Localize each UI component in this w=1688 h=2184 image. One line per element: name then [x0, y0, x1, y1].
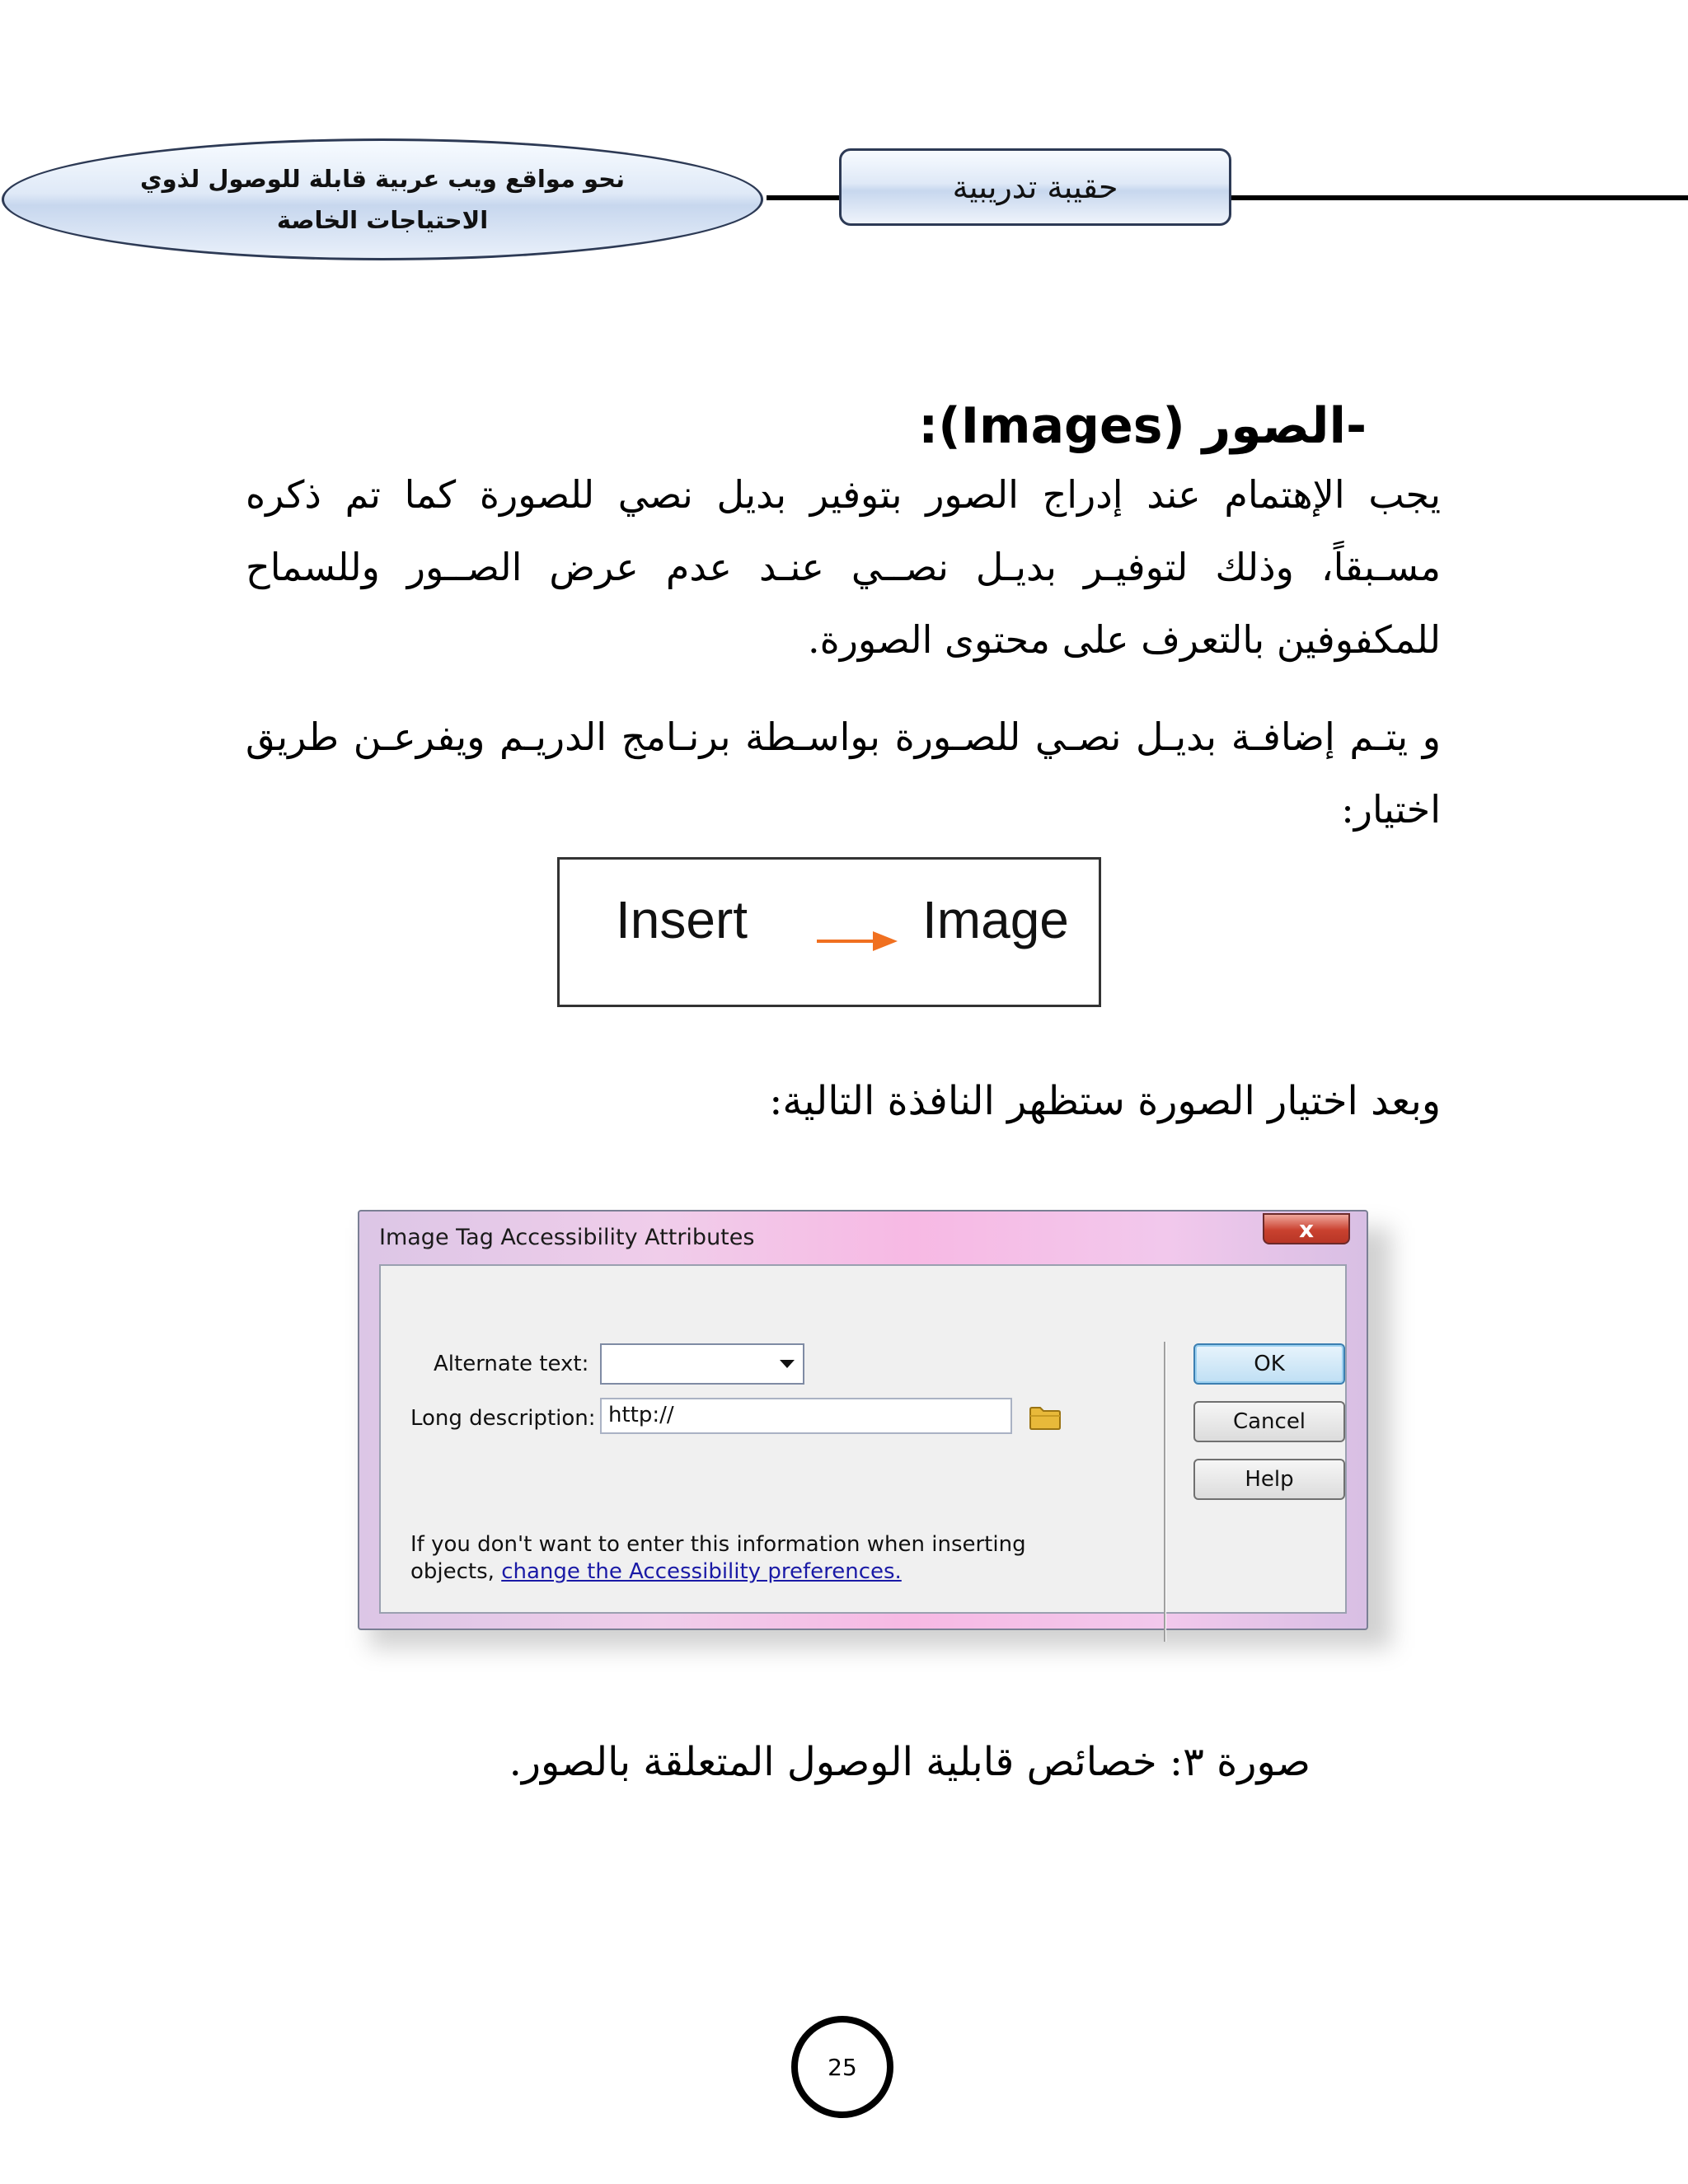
- long-description-label: Long description:: [410, 1406, 596, 1431]
- ok-button[interactable]: OK: [1193, 1343, 1345, 1385]
- dialog-title: Image Tag Accessibility Attributes: [379, 1225, 755, 1250]
- info-line-2: [410, 1558, 1026, 1586]
- dialog-body: [379, 1264, 1347, 1614]
- menu-image-label: Image: [922, 890, 1069, 949]
- header-ellipse-line1: نحو مواقع ويب عربية قابلة للوصول لذوي: [140, 165, 625, 193]
- info-line-2-prefix: objects,: [410, 1559, 502, 1584]
- folder-icon[interactable]: [1029, 1404, 1063, 1431]
- info-line-1: If you don't want to enter this information when inserting: [410, 1532, 1026, 1557]
- arrow-right-icon: [817, 929, 899, 954]
- chevron-down-icon[interactable]: [780, 1360, 795, 1368]
- paragraph-3: وبعد اختيار الصورة ستظهر النافذة التالية:: [769, 1078, 1441, 1124]
- alternate-text-label: Alternate text:: [434, 1352, 589, 1376]
- menu-insert-label: Insert: [616, 890, 748, 949]
- header-ellipse: [2, 138, 763, 260]
- close-icon: x: [1298, 1215, 1315, 1243]
- alternate-text-select[interactable]: [600, 1343, 804, 1385]
- section-title: -الصور (Images):: [918, 397, 1367, 455]
- cancel-button[interactable]: Cancel: [1193, 1401, 1345, 1442]
- close-button[interactable]: [1263, 1213, 1350, 1244]
- figure-caption: صورة ٣: خصائص قابلية الوصول المتعلقة بالصور.: [509, 1739, 1311, 1785]
- header-ellipse-line2: الاحتياجات الخاصة: [276, 206, 489, 234]
- vertical-separator: [1164, 1342, 1166, 1642]
- long-description-input[interactable]: http://: [600, 1398, 1012, 1434]
- info-text: [410, 1531, 1026, 1586]
- accessibility-preferences-link[interactable]: change the Accessibility preferences.: [501, 1559, 902, 1584]
- accessibility-dialog: [358, 1210, 1368, 1630]
- help-button[interactable]: Help: [1193, 1459, 1345, 1500]
- header-tag: حقيبة تدريبية: [839, 148, 1231, 226]
- menu-path-box: [557, 857, 1101, 1007]
- paragraph-2: و يتـم إضافـة بديـل نصـي للصـورة بواسـطة برنـامج الدريـم ويفرعـن طريق اختيار:: [246, 715, 1441, 832]
- page-number: 25: [791, 2016, 893, 2118]
- paragraph-1: يجب الإهتمام عند إدراج الصور بتوفير بديل نصي للصورة كما تم ذكره مسـبقاً، وذلك لتوفيـر بديـل نصــي عنـد عدم عرض الصــور وللسماح للمكفوفين بالتعرف على محتوى الصورة.: [246, 472, 1441, 662]
